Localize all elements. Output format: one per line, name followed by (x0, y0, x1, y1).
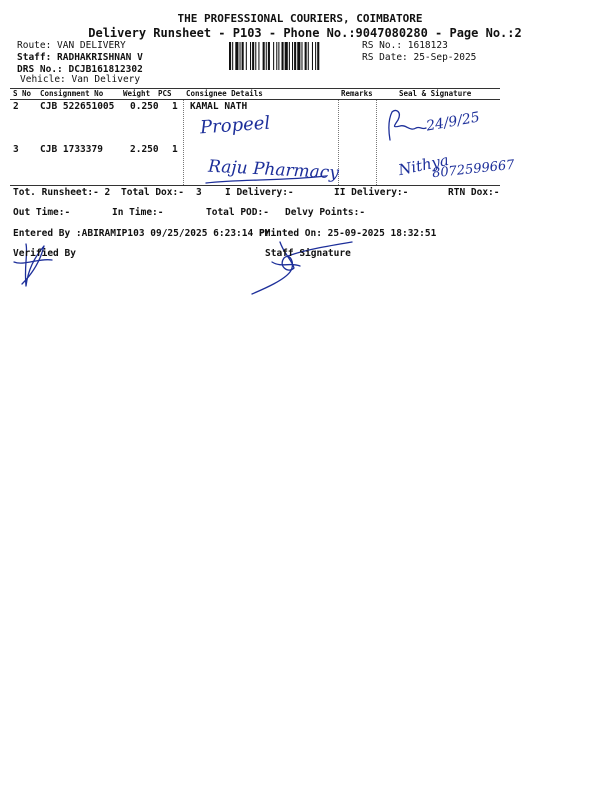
in-time: In Time:- (112, 207, 164, 218)
handwritten-phone: 8072599667 (431, 157, 516, 182)
rtn-dox: RTN Dox:- (448, 187, 500, 198)
runsheet-subtitle: Delivery Runsheet - P103 - Phone No.:9047080280 - Page No.:2 (88, 26, 522, 40)
row-sno: 3 (13, 144, 19, 155)
handwritten-consignee: Raju Pharmacy (207, 156, 340, 184)
vehicle-text: Vehicle: Van Delivery (20, 74, 141, 85)
row-weight: 2.250 (130, 144, 159, 155)
row-pcs: 1 (172, 144, 178, 155)
tot-runsheet: Tot. Runsheet:- 2 (13, 187, 111, 198)
barcode-icon (229, 42, 359, 70)
i-delivery: I Delivery:- (225, 187, 294, 198)
col-header-consignee: Consignee Details (186, 89, 263, 98)
col-header-remarks: Remarks (341, 89, 373, 98)
staff-text: Staff: RADHAKRISHNAN V (17, 52, 143, 63)
delvy-points: Delvy Points:- (285, 207, 366, 218)
row-pcs: 1 (172, 101, 178, 112)
out-time: Out Time:- (13, 207, 71, 218)
staff-signature-icon (248, 238, 358, 298)
col-header-seal: Seal & Signature (399, 89, 472, 98)
row-sno: 2 (13, 101, 19, 112)
col-divider (376, 100, 377, 185)
receiver-signature-icon (382, 106, 492, 148)
col-header-pcs: PCS (158, 89, 172, 98)
total-pod: Total POD:- (206, 207, 269, 218)
handwritten-consignee: Propeel (199, 112, 271, 139)
drs-number: DRS No.: DCJB161812302 (17, 64, 143, 75)
row-weight: 0.250 (130, 101, 159, 112)
entered-by: Entered By :ABIRAMIP103 09/25/2025 6:23:14 PM (13, 228, 271, 239)
total-dox-label: Total Dox:- (121, 187, 184, 198)
handwritten-date: 24/9/25 (425, 109, 481, 135)
col-header-consignment: Consignment No (40, 89, 104, 98)
col-header-sno: S No (13, 89, 32, 98)
row-consignee: KAMAL NATH (190, 101, 248, 112)
col-header-weight: Weight (123, 89, 151, 98)
rs-date: RS Date: 25-Sep-2025 (362, 52, 477, 63)
staff-signature-label: Staff Signature (265, 248, 351, 259)
table-header-rule (10, 99, 500, 100)
company-title: THE PROFESSIONAL COURIERS, COIMBATORE (177, 12, 423, 25)
row-consignment-no: CJB 522651005 (40, 101, 115, 112)
rs-number: RS No.: 1618123 (362, 40, 448, 51)
col-divider (183, 100, 184, 185)
total-dox-value: 3 (196, 187, 202, 198)
ii-delivery: II Delivery:- (334, 187, 409, 198)
handwritten-name: Nithya (396, 150, 451, 180)
underline-stroke-icon (202, 158, 332, 188)
row-consignment-no: CJB 1733379 (40, 144, 103, 155)
printed-on: Printed On: 25-09-2025 18:32:51 (259, 228, 437, 239)
verified-by-label: Verified By (13, 248, 76, 259)
route-text: Route: VAN DELIVERY (17, 40, 126, 51)
